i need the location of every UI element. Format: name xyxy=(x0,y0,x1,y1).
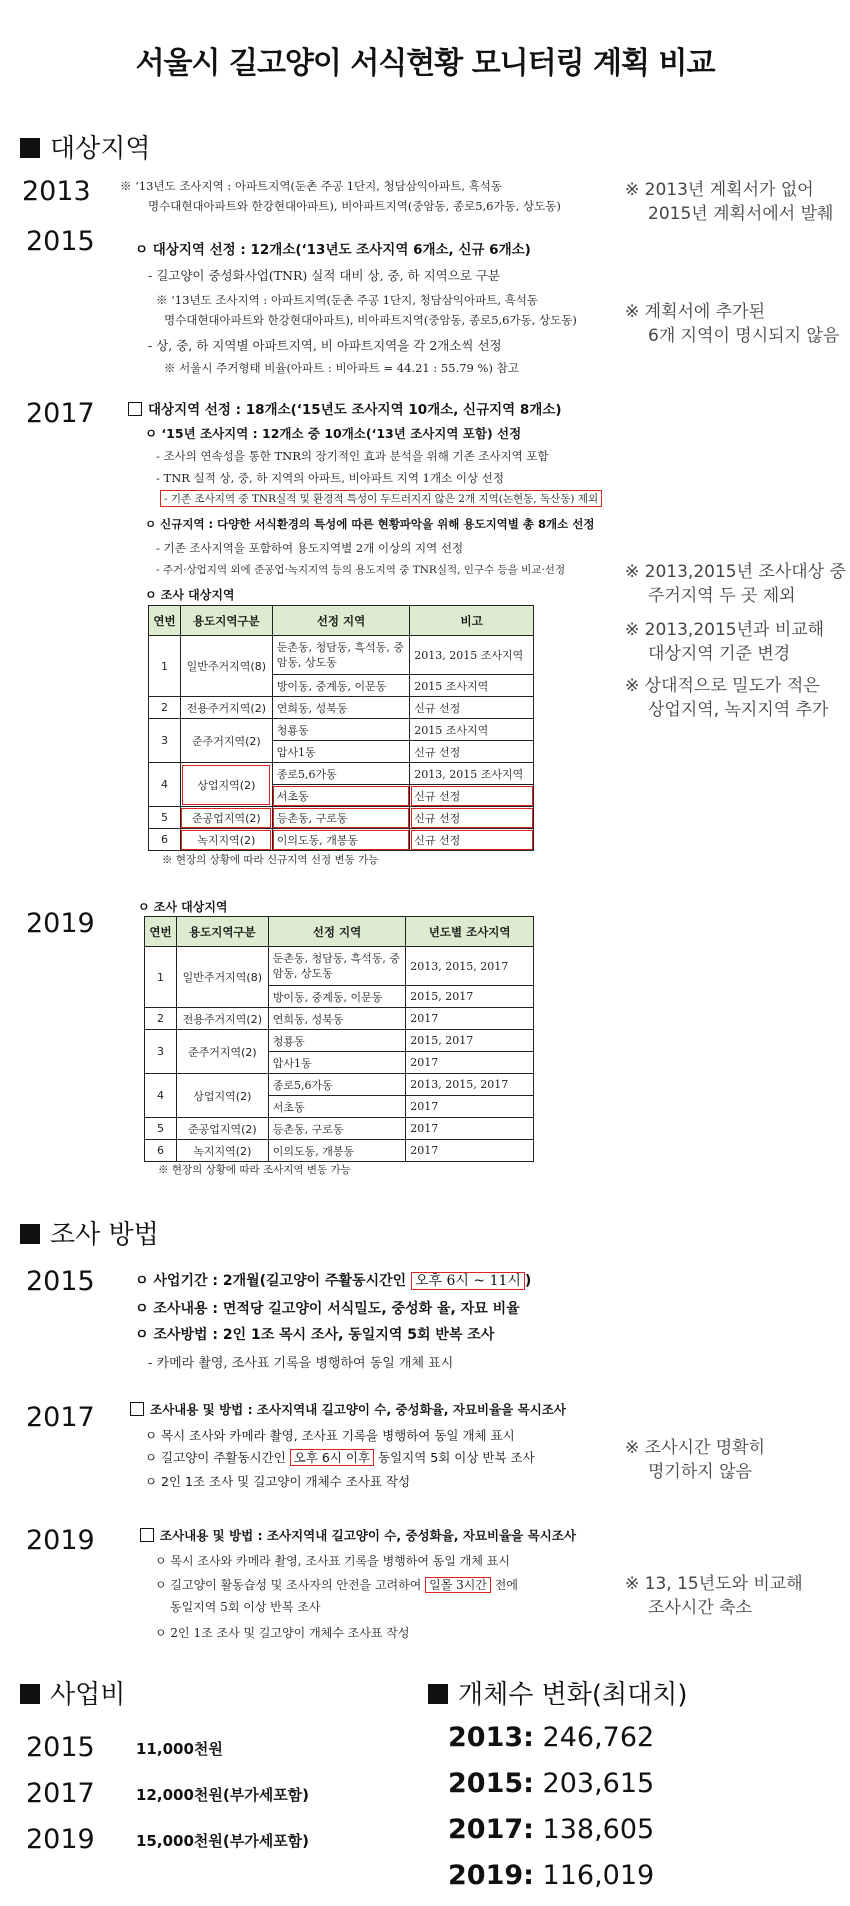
section-header-population xyxy=(428,1674,687,1711)
population-year: 2013: xyxy=(448,1722,534,1753)
note-cell: 2015 조사지역 xyxy=(410,675,534,697)
budget-year: 2019 xyxy=(26,1824,95,1855)
doc-subheading: ㅇ 조사 대상지역 xyxy=(145,588,235,602)
doc-heading: ㅇ 대상지역 선정 : 12개소(‘13년도 조사지역 6개소, 신규 6개소) xyxy=(135,242,531,258)
target-table-2017 xyxy=(148,605,534,851)
square-bullet-icon xyxy=(20,1684,40,1704)
section-header-method xyxy=(20,1214,159,1251)
doc-line: ㅇ 2인 1조 조사 및 길고양이 개체수 조사표 작성 xyxy=(145,1474,411,1489)
doc-heading-text: 조사내용 및 방법 : 조사지역내 길고양이 수, 중성화율, 자묘비율을 목시조사 xyxy=(150,1402,566,1417)
population-year: 2017: xyxy=(448,1814,534,1845)
section-title: 개체수 변화(최대치) xyxy=(458,1680,688,1710)
doc-subheading: ㅇ 조사 대상지역 xyxy=(138,900,228,914)
area-cell: 종로5,6가동 xyxy=(268,1074,406,1096)
note-line: 주거지역 두 곳 제외 xyxy=(648,586,796,606)
population-year: 2015: xyxy=(448,1768,534,1799)
budget-amount: 12,000천원(부가세포함) xyxy=(136,1786,310,1804)
doc-text: ) xyxy=(524,1273,532,1289)
doc-line: ㅇ 목시 조사와 카메라 촬영, 조사표 기록을 병행하여 동일 개체 표시 xyxy=(145,1428,515,1443)
population-value: 116,019 xyxy=(542,1860,655,1891)
side-note xyxy=(625,560,846,608)
area-cell: 방이동, 중계동, 이문동 xyxy=(272,675,410,697)
zone-cell: 전용주거지역(2) xyxy=(180,697,272,719)
table-row xyxy=(145,1074,534,1096)
table-row xyxy=(145,1008,534,1030)
doc-line: ※ ‘13년도 조사지역 : 아파트지역(둔촌 주공 1단지, 청담삼익아파트, 흑석동 xyxy=(120,179,502,193)
population-year: 2019: xyxy=(448,1860,534,1891)
highlighted-line: - 기존 조사지역 중 TNR실적 및 환경적 특성이 두드러지지 않은 2개 지역(논현동, 독산동) 제외 xyxy=(160,490,602,507)
zone-cell: 상업지역(2) xyxy=(176,1074,268,1118)
section-header-budget xyxy=(20,1674,125,1711)
section-header-target xyxy=(20,128,150,165)
table-header-cell: 용도지역구분 xyxy=(176,917,268,947)
note-line: 2015년 계획서에서 발췌 xyxy=(648,204,834,224)
doc-text: ㅇ 길고양이 활동습성 및 조사자의 안전을 고려하여 xyxy=(155,1578,426,1592)
budget-year: 2015 xyxy=(26,1732,95,1763)
doc-heading-text: 대상지역 선정 : 18개소(‘15년도 조사지역 10개소, 신규지역 8개소) xyxy=(148,402,562,418)
row-number: 3 xyxy=(145,1030,177,1074)
population-entry xyxy=(448,1768,654,1799)
side-note xyxy=(625,178,833,226)
area-cell: 방이동, 중계동, 이문동 xyxy=(268,986,406,1008)
year-label: 2015 xyxy=(26,1266,95,1297)
area-cell: 이의도동, 개봉동 xyxy=(268,1140,406,1162)
doc-line: - 주거·상업지역 외에 준공업·녹지지역 등의 용도지역 중 TNR실적, 인구수 등을 비교·선정 xyxy=(156,564,566,576)
population-entry xyxy=(448,1814,654,1845)
doc-subheading: ㅇ ‘15년 조사지역 : 12개소 중 10개소(‘13년 조사지역 포함) 선정 xyxy=(145,426,522,441)
area-cell: 연희동, 성북동 xyxy=(272,697,410,719)
note-line: ※ 조사시간 명확히 xyxy=(625,1438,766,1458)
checkbox-square-icon xyxy=(130,1402,144,1416)
doc-heading xyxy=(130,1400,566,1418)
doc-heading xyxy=(128,398,562,418)
year-label: 2019 xyxy=(26,908,95,939)
doc-line: ㅇ 2인 1조 조사 및 길고양이 개체수 조사표 작성 xyxy=(155,1626,410,1640)
page-title: 서울시 길고양이 서식현황 모니터링 계획 비교 xyxy=(135,46,715,81)
row-number: 2 xyxy=(145,1008,177,1030)
section-title: 사업비 xyxy=(50,1680,126,1710)
checkbox-square-icon xyxy=(140,1528,154,1542)
note-cell: 2013, 2015, 2017 xyxy=(406,947,534,986)
doc-line xyxy=(155,1576,518,1593)
note-line: 상업지역, 녹지지역 추가 xyxy=(648,700,829,720)
doc-line: - TNR 실적 상, 중, 하 지역의 아파트, 비아파트 지역 1개소 이상 선정 xyxy=(156,471,504,485)
area-cell: 서초동 xyxy=(272,785,410,807)
year-label: 2015 xyxy=(26,226,95,257)
table-footnote: ※ 현장의 상황에 따라 신규지역 선정 변동 가능 xyxy=(162,854,379,866)
row-number: 4 xyxy=(145,1074,177,1118)
table-header-cell: 연번 xyxy=(145,917,177,947)
zone-cell: 준주거지역(2) xyxy=(180,719,272,763)
side-note xyxy=(625,618,824,666)
area-cell: 압사1동 xyxy=(268,1052,406,1074)
note-line: 명기하지 않음 xyxy=(648,1462,752,1482)
doc-line: 명수대현대아파트와 한강현대아파트), 비아파트지역(중암동, 종로5,6가동, 상도동) xyxy=(148,199,561,213)
note-line: ※ 2013,2015년 조사대상 중 xyxy=(625,562,846,582)
year-label: 2017 xyxy=(26,1402,95,1433)
side-note xyxy=(625,674,828,722)
note-line: ※ 13, 15년도와 비교해 xyxy=(625,1574,803,1594)
population-entry xyxy=(448,1860,654,1891)
note-cell: 신규 선정 xyxy=(410,829,534,851)
note-cell: 2015 조사지역 xyxy=(410,719,534,741)
note-cell: 2015, 2017 xyxy=(406,1030,534,1052)
note-line: ※ 계획서에 추가된 xyxy=(625,302,766,322)
doc-line: 명수대현대아파트와 한강현대아파트), 비아파트지역(중암동, 종로5,6가동, 상도동) xyxy=(164,313,577,327)
zone-cell: 전용주거지역(2) xyxy=(176,1008,268,1030)
doc-line: ㅇ 조사내용 : 면적당 길고양이 서식밀도, 중성화 율, 자묘 비율 xyxy=(135,1301,520,1317)
table-row xyxy=(145,1030,534,1052)
table-row xyxy=(145,1118,534,1140)
zone-cell: 녹지지역(2) xyxy=(180,829,272,851)
note-line: 6개 지역이 명시되지 않음 xyxy=(648,326,840,346)
doc-line: ㅇ 목시 조사와 카메라 촬영, 조사표 기록을 병행하여 동일 개체 표시 xyxy=(155,1554,510,1568)
table-header-cell: 연번 xyxy=(149,606,181,636)
area-cell: 압사1동 xyxy=(272,741,410,763)
doc-heading xyxy=(140,1526,576,1544)
area-cell: 종로5,6가동 xyxy=(272,763,410,785)
side-note xyxy=(625,300,839,348)
note-cell: 2013, 2015 조사지역 xyxy=(410,636,534,675)
doc-line: 동일지역 5회 이상 반복 조사 xyxy=(170,1600,321,1614)
row-number: 4 xyxy=(149,763,181,807)
zone-cell: 준공업지역(2) xyxy=(176,1118,268,1140)
note-cell: 2017 xyxy=(406,1118,534,1140)
note-cell: 2017 xyxy=(406,1052,534,1074)
note-line: ※ 상대적으로 밀도가 적은 xyxy=(625,676,820,696)
row-number: 2 xyxy=(149,697,181,719)
checkbox-square-icon xyxy=(128,402,142,416)
row-number: 5 xyxy=(149,807,181,829)
doc-text: 전에 xyxy=(490,1578,518,1592)
doc-heading-text: 조사내용 및 방법 : 조사지역내 길고양이 수, 중성화율, 자묘비율을 목시조사 xyxy=(160,1528,576,1543)
table-row xyxy=(149,697,534,719)
note-cell: 2013, 2015, 2017 xyxy=(406,1074,534,1096)
doc-subheading: ㅇ 신규지역 : 다양한 서식환경의 특성에 따른 현황파악을 위해 용도지역별 총 8개소 선정 xyxy=(145,517,595,531)
table-header-cell: 용도지역구분 xyxy=(180,606,272,636)
row-number: 1 xyxy=(145,947,177,1008)
zone-cell: 준공업지역(2) xyxy=(180,807,272,829)
year-label: 2017 xyxy=(26,398,95,429)
population-value: 246,762 xyxy=(542,1722,655,1753)
zone-cell: 일반주거지역(8) xyxy=(180,636,272,697)
note-line: 대상지역 기준 변경 xyxy=(648,644,791,664)
note-cell: 2015, 2017 xyxy=(406,986,534,1008)
note-cell: 2013, 2015 조사지역 xyxy=(410,763,534,785)
table-row xyxy=(149,636,534,675)
table-header-cell: 비고 xyxy=(410,606,534,636)
area-cell: 청룡동 xyxy=(272,719,410,741)
table-header-cell: 선정 지역 xyxy=(272,606,410,636)
area-cell: 등촌동, 구로동 xyxy=(268,1118,406,1140)
doc-text: ㅇ 사업기간 : 2개월(길고양이 주활동시간인 xyxy=(135,1273,412,1289)
doc-line: - 길고양이 중성화사업(TNR) 실적 대비 상, 중, 하 지역으로 구분 xyxy=(148,268,501,283)
note-line: ※ 2013,2015년과 비교해 xyxy=(625,620,825,640)
budget-amount: 15,000천원(부가세포함) xyxy=(136,1832,310,1850)
table-row xyxy=(145,1140,534,1162)
note-line: ※ 2013년 계획서가 없어 xyxy=(625,180,814,200)
row-number: 3 xyxy=(149,719,181,763)
table-row xyxy=(149,763,534,785)
doc-line: - 조사의 연속성을 통한 TNR의 장기적인 효과 분석을 위해 기존 조사지역 포함 xyxy=(156,449,549,463)
doc-text: ㅇ 길고양이 주활동시간인 xyxy=(145,1450,290,1465)
note-cell: 2017 xyxy=(406,1008,534,1030)
area-cell: 서초동 xyxy=(268,1096,406,1118)
zone-cell: 녹지지역(2) xyxy=(176,1140,268,1162)
table-row xyxy=(145,947,534,986)
population-value: 138,605 xyxy=(542,1814,655,1845)
doc-text: 동일지역 5회 이상 반복 조사 xyxy=(374,1450,535,1465)
square-bullet-icon xyxy=(428,1684,448,1704)
highlighted-time: 오후 6시 ~ 11시 xyxy=(411,1272,525,1290)
row-number: 1 xyxy=(149,636,181,697)
doc-line: ㅇ 조사방법 : 2인 1조 목시 조사, 동일지역 5회 반복 조사 xyxy=(135,1327,495,1343)
area-cell: 둔촌동, 청담동, 흑석동, 중암동, 상도동 xyxy=(268,947,406,986)
note-cell: 신규 선정 xyxy=(410,785,534,807)
highlighted-time: 일몰 3시간 xyxy=(425,1577,491,1593)
doc-line xyxy=(145,1448,535,1466)
zone-cell: 준주거지역(2) xyxy=(176,1030,268,1074)
doc-line xyxy=(135,1270,531,1290)
population-entry xyxy=(448,1722,654,1753)
budget-year: 2017 xyxy=(26,1778,95,1809)
note-line: 조사시간 축소 xyxy=(648,1598,752,1618)
year-label: 2019 xyxy=(26,1525,95,1556)
square-bullet-icon xyxy=(20,1224,40,1244)
section-title: 조사 방법 xyxy=(50,1220,159,1250)
table-header-cell: 년도별 조사지역 xyxy=(406,917,534,947)
table-row xyxy=(149,719,534,741)
area-cell: 연희동, 성북동 xyxy=(268,1008,406,1030)
table-row xyxy=(149,807,534,829)
doc-line: ※ 서울시 주거형태 비율(아파트 : 비아파트 = 44.21 : 55.79 %) 참고 xyxy=(164,361,519,375)
note-cell: 신규 선정 xyxy=(410,807,534,829)
area-cell: 청룡동 xyxy=(268,1030,406,1052)
doc-line: - 기존 조사지역을 포함하여 용도지역별 2개 이상의 지역 선정 xyxy=(156,541,464,555)
table-header-cell: 선정 지역 xyxy=(268,917,406,947)
area-cell: 둔촌동, 청담동, 흑석동, 중암동, 상도동 xyxy=(272,636,410,675)
note-cell: 신규 선정 xyxy=(410,741,534,763)
year-label: 2013 xyxy=(22,176,91,207)
note-cell: 2017 xyxy=(406,1096,534,1118)
area-cell: 등촌동, 구로동 xyxy=(272,807,410,829)
row-number: 6 xyxy=(145,1140,177,1162)
row-number: 6 xyxy=(149,829,181,851)
section-title: 대상지역 xyxy=(50,134,151,164)
note-cell: 2017 xyxy=(406,1140,534,1162)
row-number: 5 xyxy=(145,1118,177,1140)
population-value: 203,615 xyxy=(542,1768,655,1799)
square-bullet-icon xyxy=(20,138,40,158)
target-table-2019 xyxy=(144,916,534,1162)
area-cell: 이의도동, 개봉동 xyxy=(272,829,410,851)
side-note xyxy=(625,1572,803,1620)
zone-cell: 일반주거지역(8) xyxy=(176,947,268,1008)
side-note xyxy=(625,1436,765,1484)
table-footnote: ※ 현장의 상황에 따라 조사지역 변동 가능 xyxy=(158,1164,351,1176)
doc-line: ※ ‘13년도 조사지역 : 아파트지역(둔촌 주공 1단지, 청담삼익아파트, 흑석동 xyxy=(156,293,538,307)
note-cell: 신규 선정 xyxy=(410,697,534,719)
highlighted-time: 오후 6시 이후 xyxy=(290,1449,374,1466)
zone-cell: 상업지역(2) xyxy=(180,763,272,807)
doc-line: - 상, 중, 하 지역별 아파트지역, 비 아파트지역을 각 2개소씩 선정 xyxy=(148,338,502,353)
budget-amount: 11,000천원 xyxy=(136,1740,223,1758)
table-header-row xyxy=(149,606,534,636)
doc-line: - 카메라 촬영, 조사표 기록을 병행하여 동일 개체 표시 xyxy=(148,1356,454,1371)
table-row xyxy=(149,829,534,851)
table-header-row xyxy=(145,917,534,947)
